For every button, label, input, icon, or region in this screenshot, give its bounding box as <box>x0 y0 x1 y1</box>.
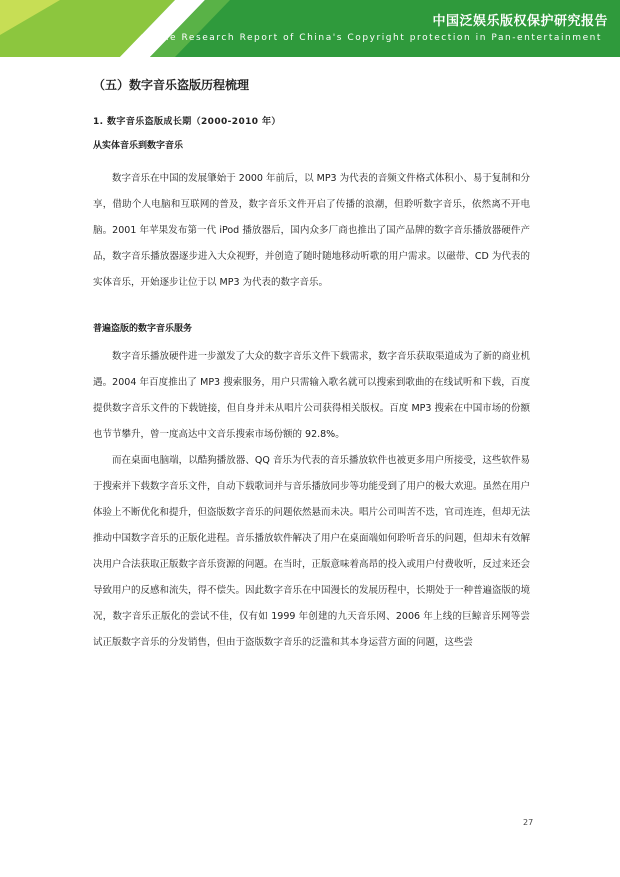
heading-pirated-services: 普遍盗版的数字音乐服务 <box>93 324 193 334</box>
paragraph-2: 数字音乐播放硬件进一步激发了大众的数字音乐文件下载需求，数字音乐获取渠道成为了新的商业机遇。2004 年百度推出了 MP3 搜索服务，用户只需输入歌名就可以搜索到歌曲的在线试听和下载，百度提供数字音乐文件的下载链接，但自身并未从唱片公司获得相关版权。百度 MP3 搜索在中国市场的份额也节节攀升，曾一度高达中文音乐搜索市场份额的 92.8%。 <box>93 351 531 440</box>
subsection-title: 1. 数字音乐盗版成长期（2000-2010 年） <box>93 117 281 127</box>
paragraph-3: 而在桌面电脑端，以酷狗播放器、QQ 音乐为代表的音乐播放软件也被更多用户所接受，这些软件易于搜索并下载数字音乐文件，自动下载歌词并与音乐播放同步等功能受到了用户的极大欢迎。虽然在用户体验上不断优化和提升，但盗版数字音乐的问题依然悬而未决。唱片公司叫苦不迭，官司连连，但却无法推动中国数字音乐的正版化进程。音乐播放软件解决了用户在桌面端如何聆听音乐的问题，但却未有效解决用户合法获取正版数字音乐资源的问题。在当时，正版意味着高昂的投入或用户付费收听，反过来还会导致用户的反感和流失，得不偿失。因此数字音乐在中国漫长的发展历程中，长期处于一种普遍盗版的境况，数字音乐正版化的尝试不佳，仅有如 1999 年创建的九天音乐网、2006 年上线的巨鲸音乐网等尝试正版数字音乐的分发销售，但由于盗版数字音乐的泛滥和其本身运营方面的问题，这些尝 <box>93 455 531 648</box>
section-title: （五）数字音乐盗版历程梳理 <box>93 78 250 92</box>
report-header-banner <box>0 0 620 57</box>
main-content <box>93 76 530 656</box>
report-title: 中国泛娱乐版权保护研究报告 <box>432 14 608 29</box>
report-subtitle: The Research Report of China's Copyright protection in Pan-entertainment <box>155 33 602 43</box>
page-number: 27 <box>523 818 534 827</box>
paragraph-1: 数字音乐在中国的发展肇始于 2000 年前后，以 MP3 为代表的音频文件格式体积小、易于复制和分享，借助个人电脑和互联网的普及，数字音乐文件开启了传播的浪潮，但聆听数字音乐，依然离不开电脑。2001 年苹果发布第一代 iPod 播放器后，国内众多厂商也推出了国产品牌的数字音乐播放器硬件产品，数字音乐播放器逐步进入大众视野，并创造了随时随地移动听歌的用户需求。以磁带、CD 为代表的实体音乐，开始逐步让位于以 MP3 为代表的数字音乐。 <box>93 173 530 288</box>
heading-physical-to-digital: 从实体音乐到数字音乐 <box>93 141 184 151</box>
